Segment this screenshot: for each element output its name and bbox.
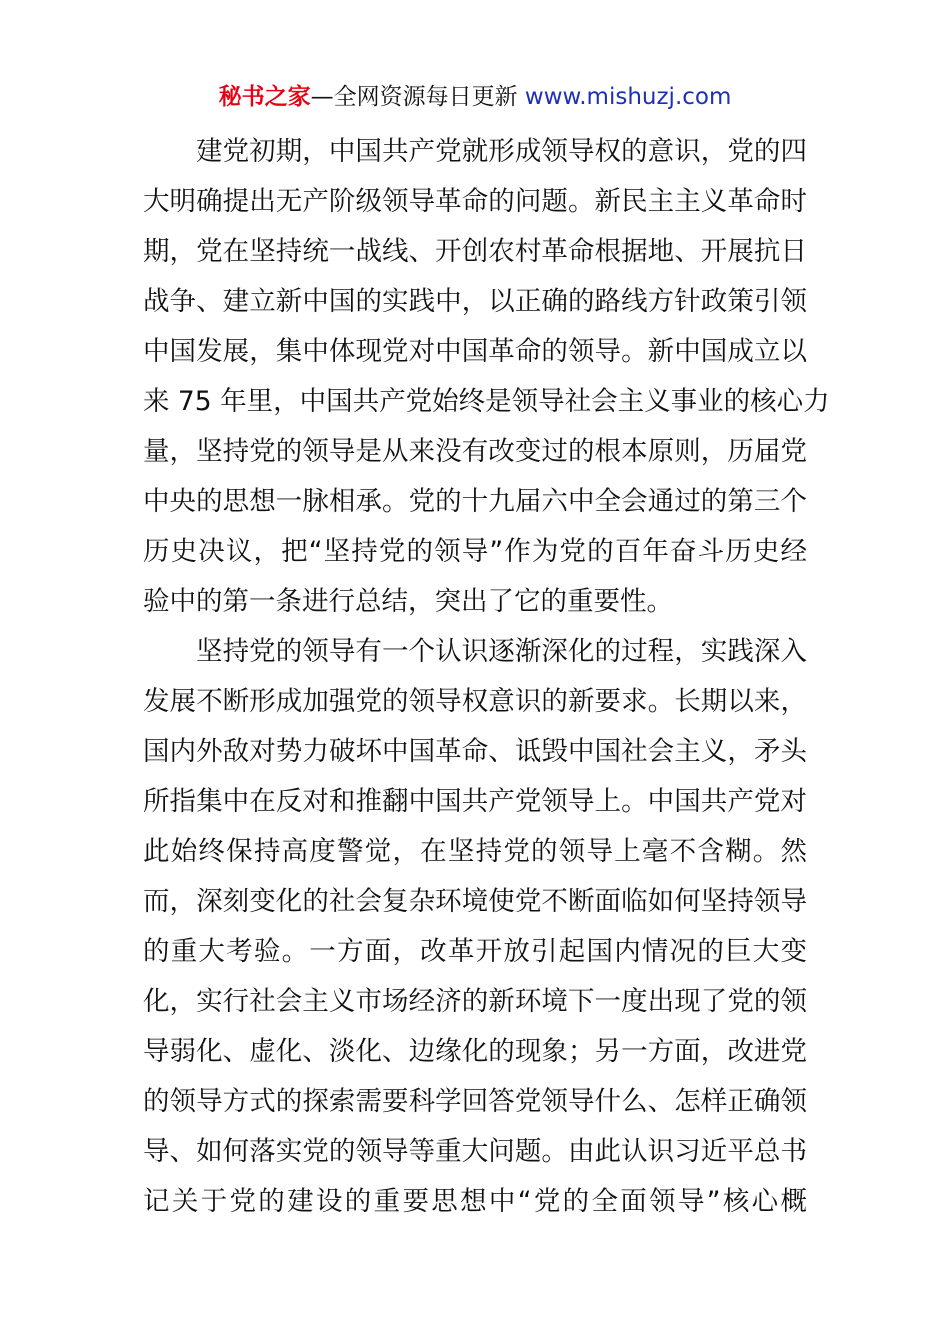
text-line: 发展不断形成加强党的领导权意识的新要求。长期以来， xyxy=(143,686,807,717)
text-line: 量，坚持党的领导是从来没有改变过的根本原则，历届党 xyxy=(143,436,807,467)
site-brand: 秘书之家 xyxy=(218,84,311,110)
text-line: 导弱化、虚化、淡化、边缘化的现象；另一方面，改进党 xyxy=(143,1036,807,1067)
paragraph-1 xyxy=(143,127,830,627)
text-line: 中央的思想一脉相承。党的十九届六中全会通过的第三个 xyxy=(143,486,807,517)
text-line: 历史决议，把“坚持党的领导”作为党的百年奋斗历史经 xyxy=(143,536,807,567)
site-url-link[interactable]: www.mishuzj.com xyxy=(524,84,732,110)
text-line: 此始终保持高度警觉，在坚持党的领导上毫不含糊。然 xyxy=(143,836,807,867)
article-body xyxy=(143,127,830,1227)
text-line: 的重大考验。一方面，改革开放引起国内情况的巨大变 xyxy=(143,936,807,967)
text-line: 期，党在坚持统一战线、开创农村革命根据地、开展抗日 xyxy=(143,236,807,267)
text-line: 建党初期，中国共产党就形成领导权的意识，党的四 xyxy=(196,136,807,167)
text-line: 记关于党的建设的重要思想中“党的全面领导”核心概 xyxy=(143,1186,807,1217)
site-tagline: —全网资源每日更新 xyxy=(310,84,518,110)
text-line: 验中的第一条进行总结，突出了它的重要性。 xyxy=(143,586,673,617)
text-line: 战争、建立新中国的实践中，以正确的路线方针政策引领 xyxy=(143,286,807,317)
text-line: 来 75 年里，中国共产党始终是领导社会主义事业的核心力 xyxy=(143,386,830,417)
text-line: 中国发展，集中体现党对中国革命的领导。新中国成立以 xyxy=(143,336,807,367)
text-line: 坚持党的领导有一个认识逐渐深化的过程，实践深入 xyxy=(196,636,807,667)
paragraph-2 xyxy=(143,627,807,1227)
text-line: 的领导方式的探索需要科学回答党领导什么、怎样正确领 xyxy=(143,1086,807,1117)
text-line: 导、如何落实党的领导等重大问题。由此认识习近平总书 xyxy=(143,1136,807,1167)
text-line: 所指集中在反对和推翻中国共产党领导上。中国共产党对 xyxy=(143,786,807,817)
text-line: 化，实行社会主义市场经济的新环境下一度出现了党的领 xyxy=(143,986,807,1017)
text-line: 国内外敌对势力破坏中国革命、诋毁中国社会主义，矛头 xyxy=(143,736,807,767)
site-header xyxy=(0,80,950,114)
text-line: 大明确提出无产阶级领导革命的问题。新民主主义革命时 xyxy=(143,186,807,217)
text-line: 而，深刻变化的社会复杂环境使党不断面临如何坚持领导 xyxy=(143,886,807,917)
